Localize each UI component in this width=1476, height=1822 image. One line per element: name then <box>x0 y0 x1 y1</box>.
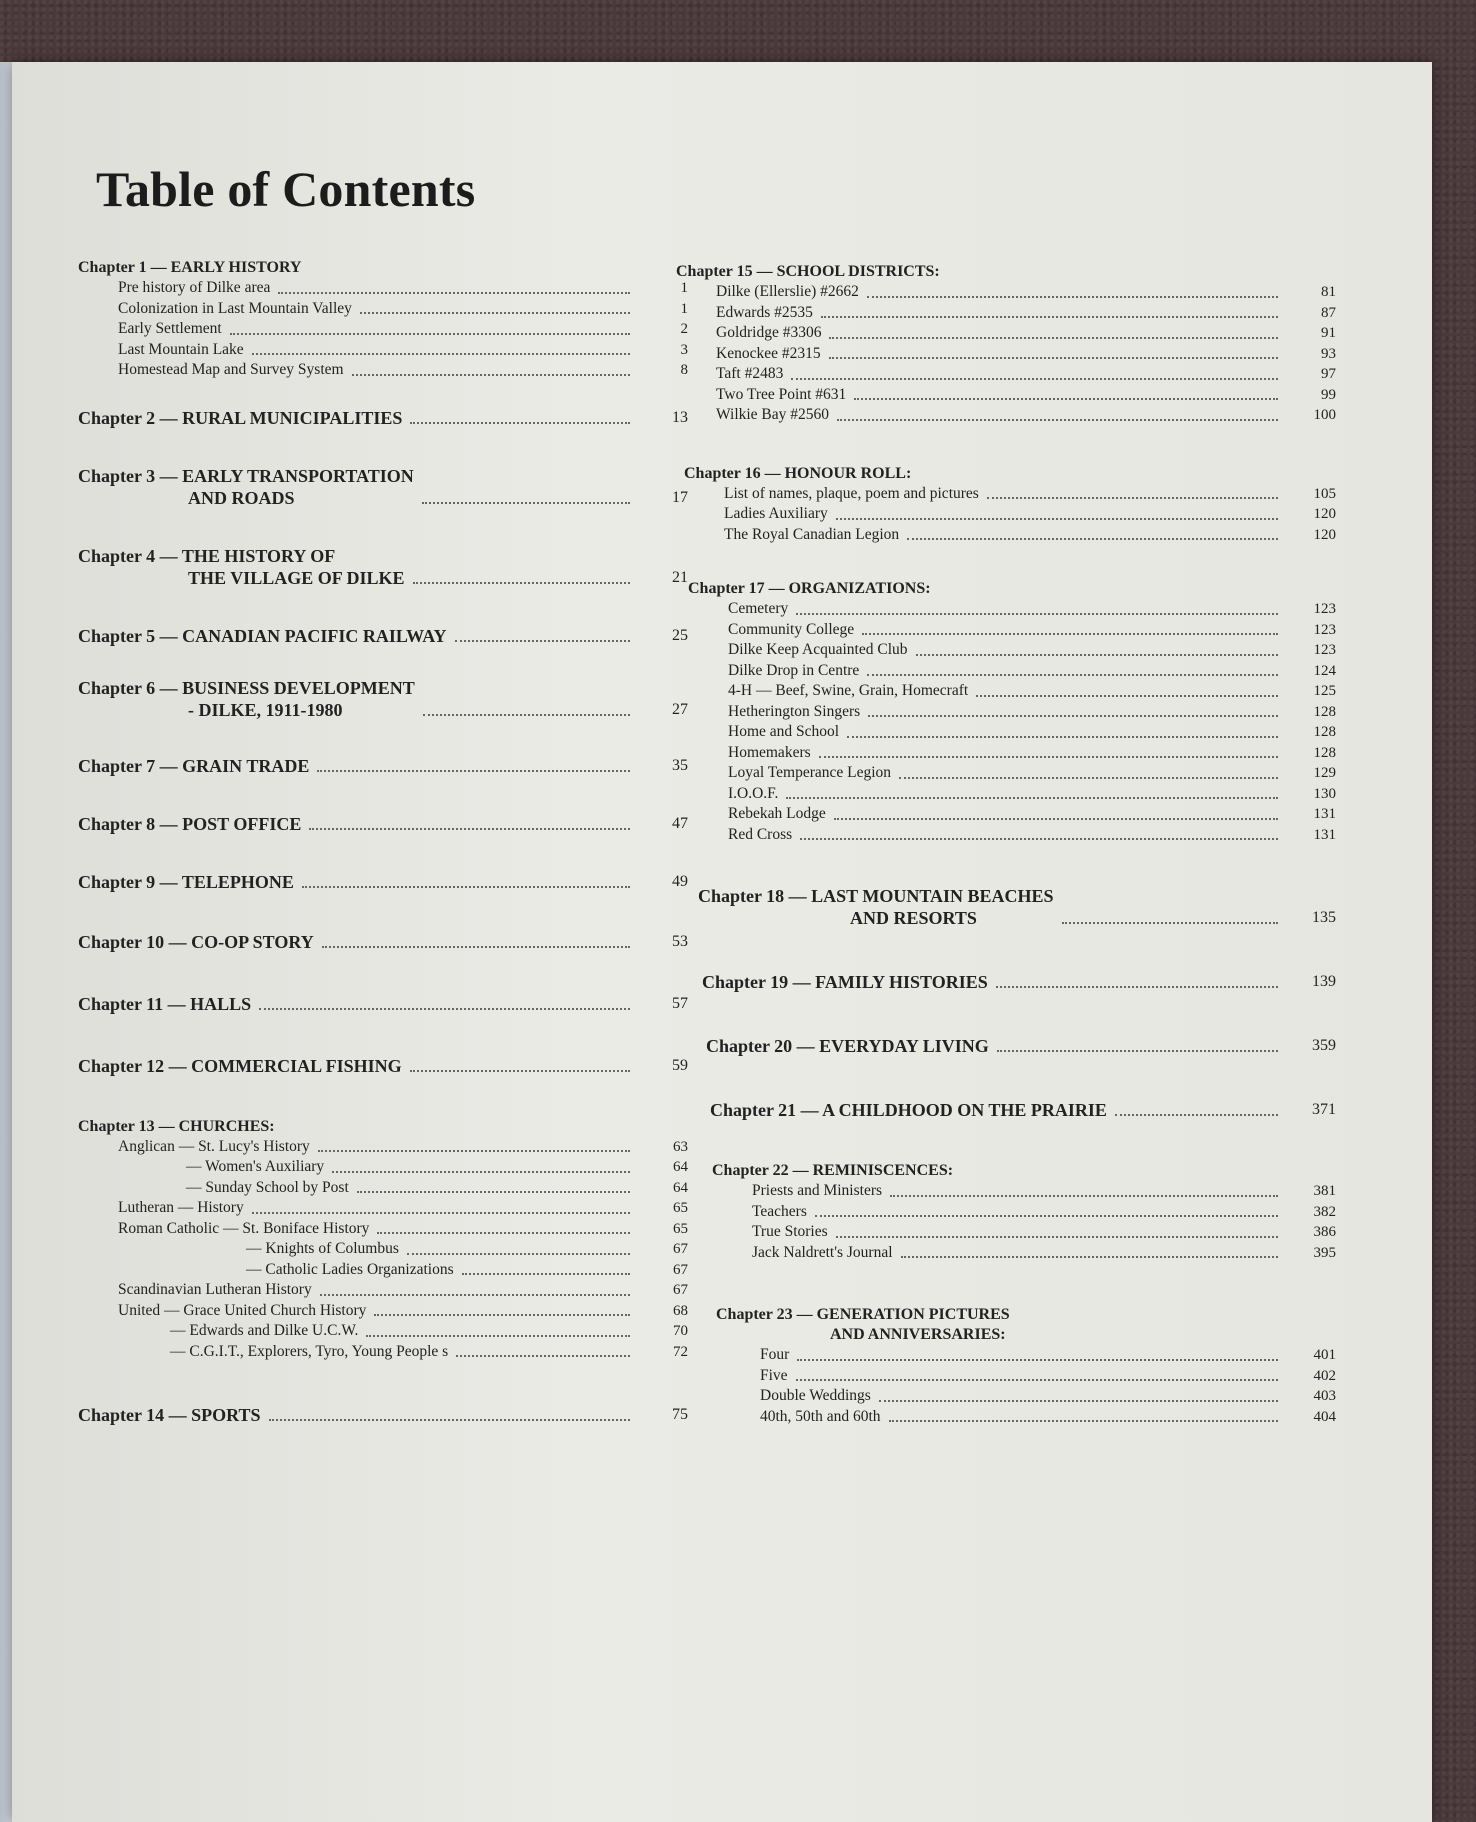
dot-leader <box>797 1359 1278 1361</box>
page-number: 17 <box>672 488 688 506</box>
toc-item[interactable] <box>78 278 688 299</box>
dot-leader <box>819 756 1278 758</box>
page-number: 130 <box>1313 785 1336 802</box>
dot-leader <box>890 1195 1278 1197</box>
page-number: 105 <box>1313 485 1336 502</box>
toc-item-label: Ladies Auxiliary <box>724 505 828 522</box>
toc-item[interactable] <box>78 1137 688 1158</box>
left-column <box>78 258 688 1426</box>
dot-leader <box>796 613 1278 615</box>
toc-item-label: Jack Naldrett's Journal <box>752 1243 893 1261</box>
dot-leader <box>269 1419 630 1421</box>
toc-item[interactable] <box>78 1219 688 1240</box>
page-number: 395 <box>1313 1244 1336 1261</box>
toc-item-label: Rebekah Lodge <box>728 805 826 822</box>
dot-leader <box>907 538 1278 540</box>
toc-item[interactable] <box>712 1222 1336 1243</box>
toc-item[interactable] <box>676 344 1336 365</box>
chapter-row[interactable] <box>706 1035 1336 1057</box>
page-number: 8 <box>680 362 688 378</box>
chapter-heading[interactable] <box>78 1117 688 1137</box>
chapter-title: Chapter 8 — POST OFFICE <box>78 813 302 834</box>
dot-leader <box>252 353 630 355</box>
dot-leader <box>322 946 630 948</box>
toc-item-label: Goldridge #3306 <box>716 324 822 341</box>
chapter-row[interactable] <box>78 1404 688 1426</box>
chapter-title: Chapter 5 — CANADIAN PACIFIC RAILWAY <box>78 625 447 646</box>
chapter-title: Chapter 21 — A CHILDHOOD ON THE PRAIRIE <box>710 1100 1107 1120</box>
page-number: 87 <box>1321 304 1336 321</box>
chapter-heading[interactable] <box>688 579 1336 599</box>
toc-item-label: Roman Catholic — St. Boniface History <box>118 1219 370 1237</box>
chapter-title: Chapter 13 — CHURCHES: <box>78 1117 275 1135</box>
chapter-heading[interactable] <box>716 1305 1336 1345</box>
toc-item-label: Dilke Keep Acquainted Club <box>728 641 908 658</box>
toc-item-label: Wilkie Bay #2560 <box>716 406 830 423</box>
dot-leader <box>360 312 630 314</box>
chapter-title: Chapter 6 — BUSINESS DEVELOPMENT <box>78 677 415 698</box>
dot-leader <box>318 1150 630 1152</box>
dot-leader <box>302 886 630 888</box>
page-number: 67 <box>673 1261 688 1278</box>
toc-item-label: Dilke (Ellerslie) #2662 <box>716 283 859 300</box>
page-number: 57 <box>672 994 688 1012</box>
chapter-entry <box>78 1117 688 1363</box>
page-number: 2 <box>680 321 688 337</box>
chapter-title-continued: AND ANNIVERSARIES: <box>830 1326 1006 1343</box>
chapter-title: Chapter 3 — EARLY TRANSPORTATION <box>78 465 414 486</box>
toc-item[interactable] <box>688 784 1336 805</box>
chapter-title: Chapter 22 — REMINISCENCES: <box>712 1162 954 1179</box>
chapter-title: Chapter 12 — COMMERCIAL FISHING <box>78 1055 402 1076</box>
toc-item-label: I.O.O.F. <box>728 784 779 802</box>
page-number: 403 <box>1313 1388 1336 1404</box>
dot-leader <box>309 828 630 830</box>
page-number: 401 <box>1313 1347 1336 1363</box>
toc-item-label: Double Weddings <box>760 1387 871 1404</box>
chapter-title-block <box>78 545 405 589</box>
chapter-heading[interactable] <box>78 258 688 278</box>
toc-item-label: Red Cross <box>728 825 793 843</box>
page-number: 139 <box>1312 973 1336 990</box>
toc-item-label: Kenockee #2315 <box>716 344 821 362</box>
dot-leader <box>815 1215 1278 1217</box>
page-number: 3 <box>680 341 688 358</box>
toc-item-label: Taft #2483 <box>716 365 784 382</box>
chapter-row[interactable] <box>78 545 688 589</box>
page-number: 49 <box>672 872 688 890</box>
chapter-title: Chapter 1 — EARLY HISTORY <box>78 259 302 276</box>
chapter-heading[interactable] <box>676 262 1336 282</box>
toc-item[interactable] <box>78 1280 688 1301</box>
dot-leader <box>413 582 630 584</box>
dot-leader <box>867 296 1278 298</box>
toc-item[interactable] <box>676 385 1336 406</box>
chapter-row[interactable] <box>78 465 688 509</box>
toc-item-label: Early Settlement <box>118 320 222 337</box>
dot-leader <box>456 1355 630 1357</box>
toc-item-label: Community College <box>728 620 855 638</box>
dot-leader <box>834 818 1278 820</box>
chapter-row[interactable] <box>78 871 688 893</box>
page-number: 21 <box>672 568 688 586</box>
page-number: 67 <box>673 1241 688 1257</box>
dot-leader <box>867 674 1278 676</box>
toc-item-label: Anglican — St. Lucy's History <box>118 1137 310 1155</box>
chapter-entry <box>716 1305 1336 1427</box>
toc-item[interactable] <box>684 504 1336 525</box>
toc-item-label: True Stories <box>752 1223 828 1240</box>
toc-item-label: Dilke Drop in Centre <box>728 661 860 679</box>
chapter-title: Chapter 4 — THE HISTORY OF <box>78 545 336 566</box>
dot-leader <box>889 1420 1278 1422</box>
dot-leader <box>1062 922 1278 924</box>
dot-leader <box>821 316 1278 318</box>
chapter-title: Chapter 14 — SPORTS <box>78 1405 261 1425</box>
page-number: 120 <box>1313 506 1336 522</box>
toc-item[interactable] <box>688 763 1336 784</box>
toc-item[interactable] <box>688 681 1336 702</box>
toc-item[interactable] <box>676 323 1336 344</box>
toc-item[interactable] <box>78 1301 688 1322</box>
dot-leader <box>901 1256 1278 1258</box>
chapter-title-continued: THE VILLAGE OF DILKE <box>188 567 405 588</box>
dot-leader <box>837 419 1278 421</box>
chapter-entry <box>702 971 1336 993</box>
chapter-entry <box>78 545 688 589</box>
toc-item[interactable] <box>78 1178 688 1199</box>
dot-leader <box>847 736 1278 738</box>
page-number: 128 <box>1313 724 1336 740</box>
chapter-row[interactable] <box>702 971 1336 993</box>
chapter-entry <box>78 677 688 721</box>
chapter-title-block <box>78 677 415 721</box>
page-number: 402 <box>1313 1367 1336 1384</box>
page-number: 64 <box>673 1159 688 1175</box>
chapter-entry <box>712 1161 1336 1263</box>
dot-leader <box>987 497 1278 499</box>
toc-item[interactable] <box>688 722 1336 743</box>
toc-item[interactable] <box>78 1198 688 1219</box>
chapter-title: Chapter 7 — GRAIN TRADE <box>78 755 310 776</box>
toc-item-label: Cemetery <box>728 600 789 617</box>
page-number: 65 <box>673 1220 688 1237</box>
toc-item[interactable] <box>688 661 1336 682</box>
toc-item[interactable] <box>688 804 1336 825</box>
chapter-title-continued: AND RESORTS <box>850 908 977 928</box>
page-number: 131 <box>1313 826 1336 843</box>
toc-item-label: Lutheran — History <box>118 1199 244 1216</box>
chapter-entry <box>78 931 688 953</box>
dot-leader <box>423 714 630 716</box>
toc-item-label: Loyal Temperance Legion <box>728 764 892 781</box>
toc-item-label: — Sunday School by Post <box>186 1178 349 1196</box>
page-number: 64 <box>673 1179 688 1196</box>
toc-item-label: Priests and Ministers <box>752 1182 883 1199</box>
dot-leader <box>800 838 1278 840</box>
toc-item[interactable] <box>78 299 688 320</box>
toc-item-label: Five <box>760 1366 788 1384</box>
page-number: 125 <box>1313 683 1336 699</box>
page-number: 65 <box>673 1200 688 1216</box>
chapter-entry <box>698 885 1336 929</box>
toc-item-label: — Catholic Ladies Organizations <box>246 1260 454 1278</box>
toc-item-label: Two Tree Point #631 <box>716 385 847 403</box>
dot-leader <box>462 1273 630 1275</box>
chapter-entry <box>684 464 1336 546</box>
chapter-title: Chapter 20 — EVERYDAY LIVING <box>706 1036 989 1056</box>
page-number: 81 <box>1321 284 1336 300</box>
toc-item-label: United — Grace United Church History <box>118 1301 367 1319</box>
chapter-row[interactable] <box>78 993 688 1015</box>
toc-item[interactable] <box>716 1345 1336 1366</box>
toc-item[interactable] <box>688 702 1336 723</box>
toc-item[interactable] <box>684 484 1336 505</box>
chapter-entry <box>78 871 688 893</box>
toc-item[interactable] <box>78 1342 688 1363</box>
dot-leader <box>786 797 1278 799</box>
page-number: 47 <box>672 814 688 832</box>
toc-item[interactable] <box>676 405 1336 426</box>
page-number: 359 <box>1312 1037 1336 1054</box>
toc-item-label: Pre history of Dilke area <box>118 279 271 296</box>
chapter-entry <box>78 465 688 509</box>
page-number: 120 <box>1313 526 1336 543</box>
toc-item-label: — C.G.I.T., Explorers, Tyro, Young People s <box>170 1342 449 1360</box>
dot-leader <box>352 374 630 376</box>
page-number: 35 <box>672 756 688 774</box>
chapter-row[interactable] <box>698 885 1336 929</box>
page-number: 123 <box>1313 642 1336 658</box>
toc-item[interactable] <box>688 599 1336 620</box>
dot-leader <box>252 1212 630 1214</box>
chapter-entry <box>706 1035 1336 1057</box>
dot-leader <box>854 398 1278 400</box>
page-number: 381 <box>1313 1183 1336 1199</box>
page-number: 59 <box>672 1056 688 1074</box>
toc-item[interactable] <box>712 1243 1336 1264</box>
toc-item-label: — Edwards and Dilke U.C.W. <box>170 1322 359 1339</box>
dot-leader <box>879 1400 1278 1402</box>
dot-leader <box>899 777 1278 779</box>
chapter-entry <box>78 755 688 777</box>
chapter-title: Chapter 11 — HALLS <box>78 993 252 1014</box>
chapter-heading[interactable] <box>684 464 1336 484</box>
toc-item-label: — Women's Auxiliary <box>186 1158 325 1175</box>
toc-item[interactable] <box>688 825 1336 846</box>
toc-item[interactable] <box>78 1321 688 1342</box>
dot-leader <box>996 986 1278 988</box>
chapter-row[interactable] <box>78 625 688 647</box>
page-number: 63 <box>673 1138 688 1155</box>
chapter-row[interactable] <box>710 1099 1336 1121</box>
toc-item[interactable] <box>78 1157 688 1178</box>
toc-item[interactable] <box>78 340 688 361</box>
page-number: 124 <box>1313 662 1336 679</box>
chapter-entry <box>78 813 688 835</box>
toc-item[interactable] <box>78 360 688 381</box>
dot-leader <box>374 1314 630 1316</box>
chapter-title: Chapter 17 — ORGANIZATIONS: <box>688 580 931 597</box>
toc-item[interactable] <box>716 1407 1336 1428</box>
page-number: 129 <box>1313 765 1336 781</box>
toc-item[interactable] <box>712 1181 1336 1202</box>
toc-item-label: Homemakers <box>728 743 811 761</box>
dot-leader <box>357 1191 630 1193</box>
toc-item-label: — Knights of Columbus <box>246 1240 399 1257</box>
chapter-row[interactable] <box>78 407 688 429</box>
chapter-title: Chapter 16 — HONOUR ROLL: <box>684 464 912 482</box>
toc-item-label: 4-H — Beef, Swine, Grain, Homecraft <box>728 682 969 699</box>
toc-item[interactable] <box>676 303 1336 324</box>
page-number: 91 <box>1321 325 1336 341</box>
chapter-entry <box>78 258 688 381</box>
page-number: 25 <box>672 626 688 644</box>
chapter-title: Chapter 19 — FAMILY HISTORIES <box>702 972 988 992</box>
page-number: 97 <box>1321 366 1336 382</box>
toc-item-label: The Royal Canadian Legion <box>724 525 900 543</box>
page-number: 123 <box>1313 621 1336 638</box>
dot-leader <box>455 640 630 642</box>
dot-leader <box>997 1050 1278 1052</box>
chapter-entry <box>688 579 1336 845</box>
page-number: 386 <box>1313 1224 1336 1240</box>
chapter-row[interactable] <box>78 755 688 777</box>
toc-item-label: Homestead Map and Survey System <box>118 361 344 378</box>
chapter-entry <box>710 1099 1336 1121</box>
page-number: 382 <box>1313 1203 1336 1220</box>
chapter-entry <box>78 625 688 647</box>
dot-leader <box>868 715 1278 717</box>
toc-item-label: Last Mountain Lake <box>118 340 244 358</box>
toc-item-label: Hetherington Singers <box>728 702 861 720</box>
dot-leader <box>259 1008 630 1010</box>
dot-leader <box>366 1335 630 1337</box>
page-number: 404 <box>1313 1408 1336 1425</box>
dot-leader <box>976 695 1278 697</box>
dot-leader <box>836 1236 1278 1238</box>
chapter-title: Chapter 18 — LAST MOUNTAIN BEACHES <box>698 886 1054 906</box>
chapter-row[interactable] <box>78 813 688 835</box>
toc-item[interactable] <box>78 1260 688 1281</box>
chapter-title-continued: AND ROADS <box>188 487 295 508</box>
dot-leader <box>332 1171 630 1173</box>
page-number: 68 <box>673 1302 688 1319</box>
page-number: 67 <box>673 1282 688 1298</box>
toc-item-label: Edwards #2535 <box>716 303 813 321</box>
page-number: 1 <box>680 300 688 317</box>
chapter-title: Chapter 2 — RURAL MUNICIPALITIES <box>78 407 403 428</box>
toc-item[interactable] <box>712 1202 1336 1223</box>
page-number: 131 <box>1313 806 1336 822</box>
chapter-title: Chapter 23 — GENERATION PICTURES <box>716 1306 1010 1323</box>
toc-item[interactable] <box>676 364 1336 385</box>
chapter-entry <box>78 407 688 429</box>
page-number: 70 <box>673 1323 688 1339</box>
toc-item[interactable] <box>676 282 1336 303</box>
toc-item-label: Four <box>760 1346 790 1363</box>
chapter-row[interactable] <box>78 931 688 953</box>
dot-leader <box>1115 1114 1278 1116</box>
toc-item[interactable] <box>688 620 1336 641</box>
toc-item[interactable] <box>688 640 1336 661</box>
page-number: 123 <box>1313 601 1336 617</box>
chapter-title-continued: - DILKE, 1911-1980 <box>188 699 343 720</box>
toc-item[interactable] <box>78 1239 688 1260</box>
page-number: 371 <box>1312 1101 1336 1118</box>
chapter-entry <box>78 993 688 1015</box>
page-number: 75 <box>672 1406 688 1423</box>
chapter-title-block <box>78 465 414 509</box>
page-number: 27 <box>672 700 688 718</box>
page-number: 13 <box>672 408 688 426</box>
chapter-row[interactable] <box>78 1055 688 1077</box>
dot-leader <box>320 1294 630 1296</box>
dot-leader <box>791 378 1278 380</box>
dot-leader <box>407 1253 630 1255</box>
chapter-entry <box>78 1404 688 1426</box>
chapter-title: Chapter 9 — TELEPHONE <box>78 871 294 892</box>
toc-item[interactable] <box>716 1366 1336 1387</box>
page-number: 128 <box>1313 744 1336 761</box>
chapter-entry <box>78 1055 688 1077</box>
chapter-row[interactable] <box>78 677 688 721</box>
dot-leader <box>862 633 1278 635</box>
dot-leader <box>230 333 630 335</box>
page-number: 72 <box>673 1343 688 1360</box>
right-column <box>676 262 1336 1427</box>
dot-leader <box>317 770 630 772</box>
page-number: 53 <box>672 932 688 950</box>
toc-item-label: Home and School <box>728 723 840 740</box>
toc-item-label: Colonization in Last Mountain Valley <box>118 299 352 317</box>
toc-item-label: Scandinavian Lutheran History <box>118 1281 312 1298</box>
page-number: 128 <box>1313 703 1336 720</box>
dot-leader <box>829 357 1278 359</box>
chapter-heading[interactable] <box>712 1161 1336 1181</box>
chapter-title: Chapter 10 — CO-OP STORY <box>78 931 314 952</box>
page-number: 93 <box>1321 345 1336 362</box>
page-number: 99 <box>1321 386 1336 403</box>
dot-leader <box>377 1232 630 1234</box>
dot-leader <box>410 422 630 424</box>
chapter-title-block <box>698 885 1054 929</box>
dot-leader <box>829 337 1278 339</box>
page-number: 1 <box>680 280 688 296</box>
dot-leader <box>916 654 1279 656</box>
page-title: Table of Contents <box>96 161 476 217</box>
dot-leader <box>278 292 630 294</box>
page-number: 100 <box>1313 407 1336 423</box>
toc-item[interactable] <box>684 525 1336 546</box>
page-number: 135 <box>1312 909 1336 926</box>
toc-item[interactable] <box>78 319 688 340</box>
toc-item[interactable] <box>688 743 1336 764</box>
toc-item-label: Teachers <box>752 1202 807 1220</box>
chapter-title: Chapter 15 — SCHOOL DISTRICTS: <box>676 263 940 280</box>
chapter-entry <box>676 262 1336 426</box>
toc-item[interactable] <box>716 1386 1336 1407</box>
toc-item-label: 40th, 50th and 60th <box>760 1407 881 1425</box>
dot-leader <box>796 1379 1278 1381</box>
toc-item-label: List of names, plaque, poem and pictures <box>724 484 979 502</box>
dot-leader <box>422 502 630 504</box>
dot-leader <box>410 1070 630 1072</box>
dot-leader <box>836 518 1278 520</box>
